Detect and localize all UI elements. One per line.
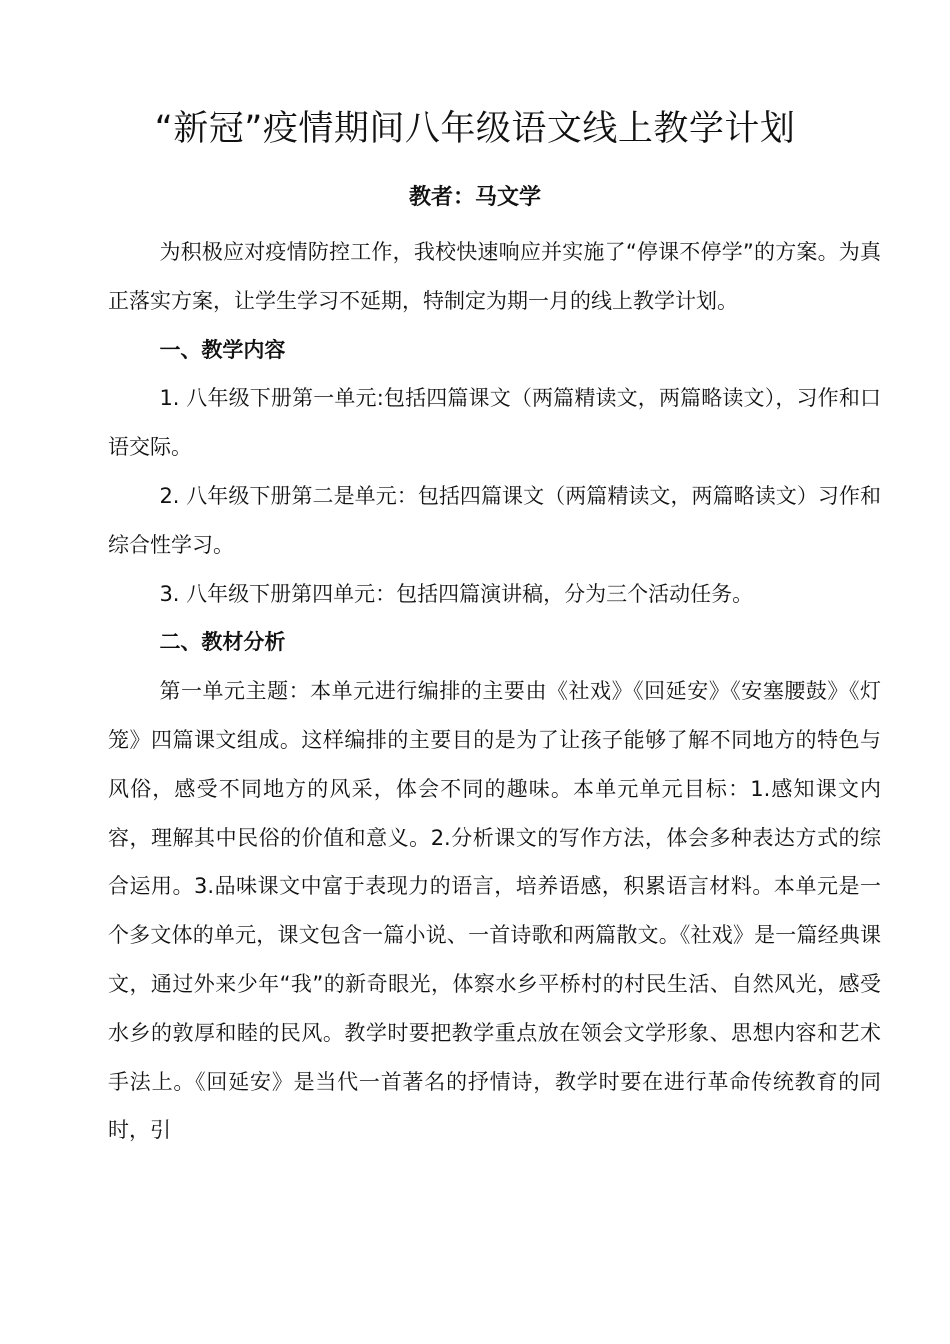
document-title: “新冠”疫情期间八年级语文线上教学计划 (154, 109, 796, 149)
content-item: 3. 八年级下册第四单元：包括四篇演讲稿，分为三个活动任务。 (159, 581, 754, 606)
author-line: 教者：马文学 (408, 185, 541, 210)
section-heading-teaching-content: 一、教学内容 (159, 337, 286, 362)
content-item: 2. 八年级下册第二是单元：包括四篇课文（两篇精读文，两篇略读文）习作和综合性学习。 (108, 483, 881, 557)
intro-paragraph: 为积极应对疫情防控工作，我校快速响应并实施了“停课不停学”的方案。为真正落实方案，让学生学习不延期，特制定为期一月的线上教学计划。 (108, 240, 881, 313)
document-body (108, 228, 881, 1155)
section-heading-textbook-analysis: 二、教材分析 (159, 630, 286, 655)
content-item: 1. 八年级下册第一单元:包括四篇课文（两篇精读文，两篇略读文），习作和口语交际。 (108, 386, 881, 460)
analysis-paragraph: 第一单元主题：本单元进行编排的主要由《社戏》《回延安》《安塞腰鼓》《灯笼》四篇课文组成。这样编排的主要目的是为了让孩子能够了解不同地方的特色与风俗，感受不同地方的风采，体会不同的趣味。本单元单元目标：1.感知课文内容，理解其中民俗的价值和意义。2.分析课文的写作方法，体会多种表达方式的综合运用。3.品味课文中富于表现力的语言，培养语感，积累语言材料。本单元是一个多文体的单元，课文包含一篇小说、一首诗歌和两篇散文。《社戏》是一篇经典课文，通过外来少年“我”的新奇眼光，体察水乡平桥村的村民生活、自然风光，感受水乡的敦厚和睦的民风。教学时要把教学重点放在领会文学形象、思想内容和艺术手法上。《回延安》是当代一首著名的抒情诗，教学时要在进行革命传统教育的同时，引 (108, 679, 881, 1143)
